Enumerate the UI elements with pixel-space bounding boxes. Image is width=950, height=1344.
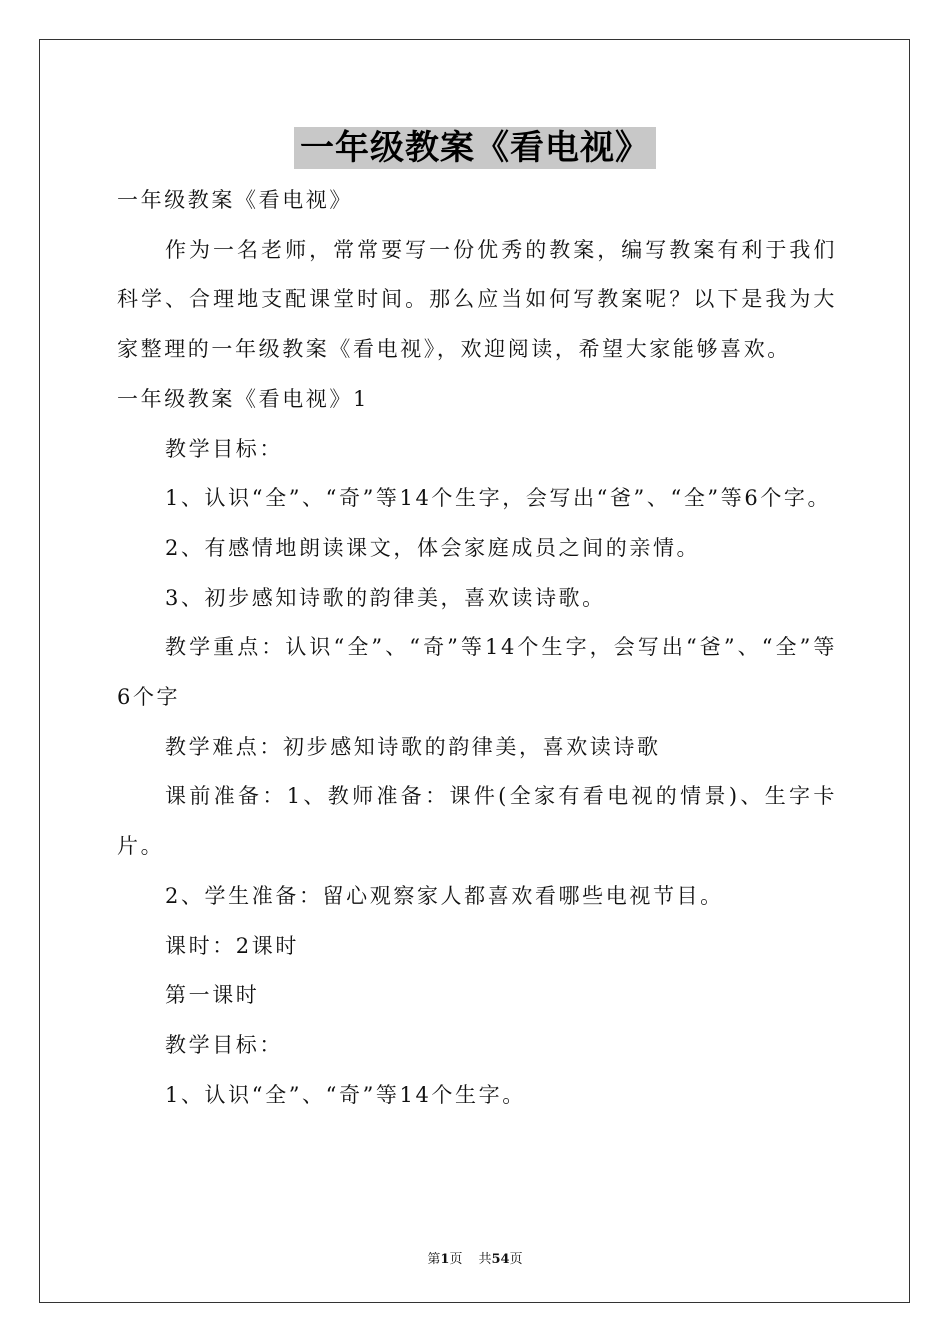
page-prefix: 第 [427,1252,441,1267]
title-container [0,127,950,169]
total-prefix: 共 [478,1252,492,1267]
lesson-objective-item-1: 1、认识“全”、“奇”等14个生字。 [165,1082,526,1107]
document-title: 一年级教案《看电视》 [294,127,656,169]
preparation-teacher-paragraph: 课前准备：1、教师准备：课件(全家有看电视的情景)、生字卡片。 [117,784,837,859]
difficulties-paragraph: 教学难点：初步感知诗歌的韵律美，喜欢读诗歌 [165,734,661,759]
key-points-paragraph: 教学重点：认识“全”、“奇”等14个生字，会写出“爸”、“全”等6个字 [117,635,837,710]
subtitle-paragraph: 一年级教案《看电视》 [117,188,353,212]
total-suffix: 页 [509,1252,523,1267]
first-lesson-heading: 第一课时 [165,983,260,1008]
objective-item-2: 2、有感情地朗读课文，体会家庭成员之间的亲情。 [165,535,701,560]
section-heading: 一年级教案《看电视》1 [117,386,369,411]
class-hours-paragraph: 课时：2课时 [165,933,299,958]
document-body [117,176,837,1120]
objectives-label: 教学目标： [165,436,283,461]
page-number: 1 [440,1252,450,1267]
objective-item-3: 3、初步感知诗歌的韵律美，喜欢读诗歌。 [165,585,606,610]
total-pages: 54 [491,1252,510,1267]
lesson-objectives-label: 教学目标： [165,1032,283,1057]
page-footer [0,1248,950,1267]
page-suffix: 页 [449,1252,463,1267]
preparation-student-paragraph: 2、学生准备：留心观察家人都喜欢看哪些电视节目。 [165,883,724,908]
intro-paragraph: 作为一名老师，常常要写一份优秀的教案，编写教案有利于我们科学、合理地支配课堂时间。那么应当如何写教案呢？以下是我为大家整理的一年级教案《看电视》，欢迎阅读，希望大家能够喜欢。 [117,237,837,362]
objective-item-1: 1、认识“全”、“奇”等14个生字，会写出“爸”、“全”等6个字。 [165,486,832,511]
